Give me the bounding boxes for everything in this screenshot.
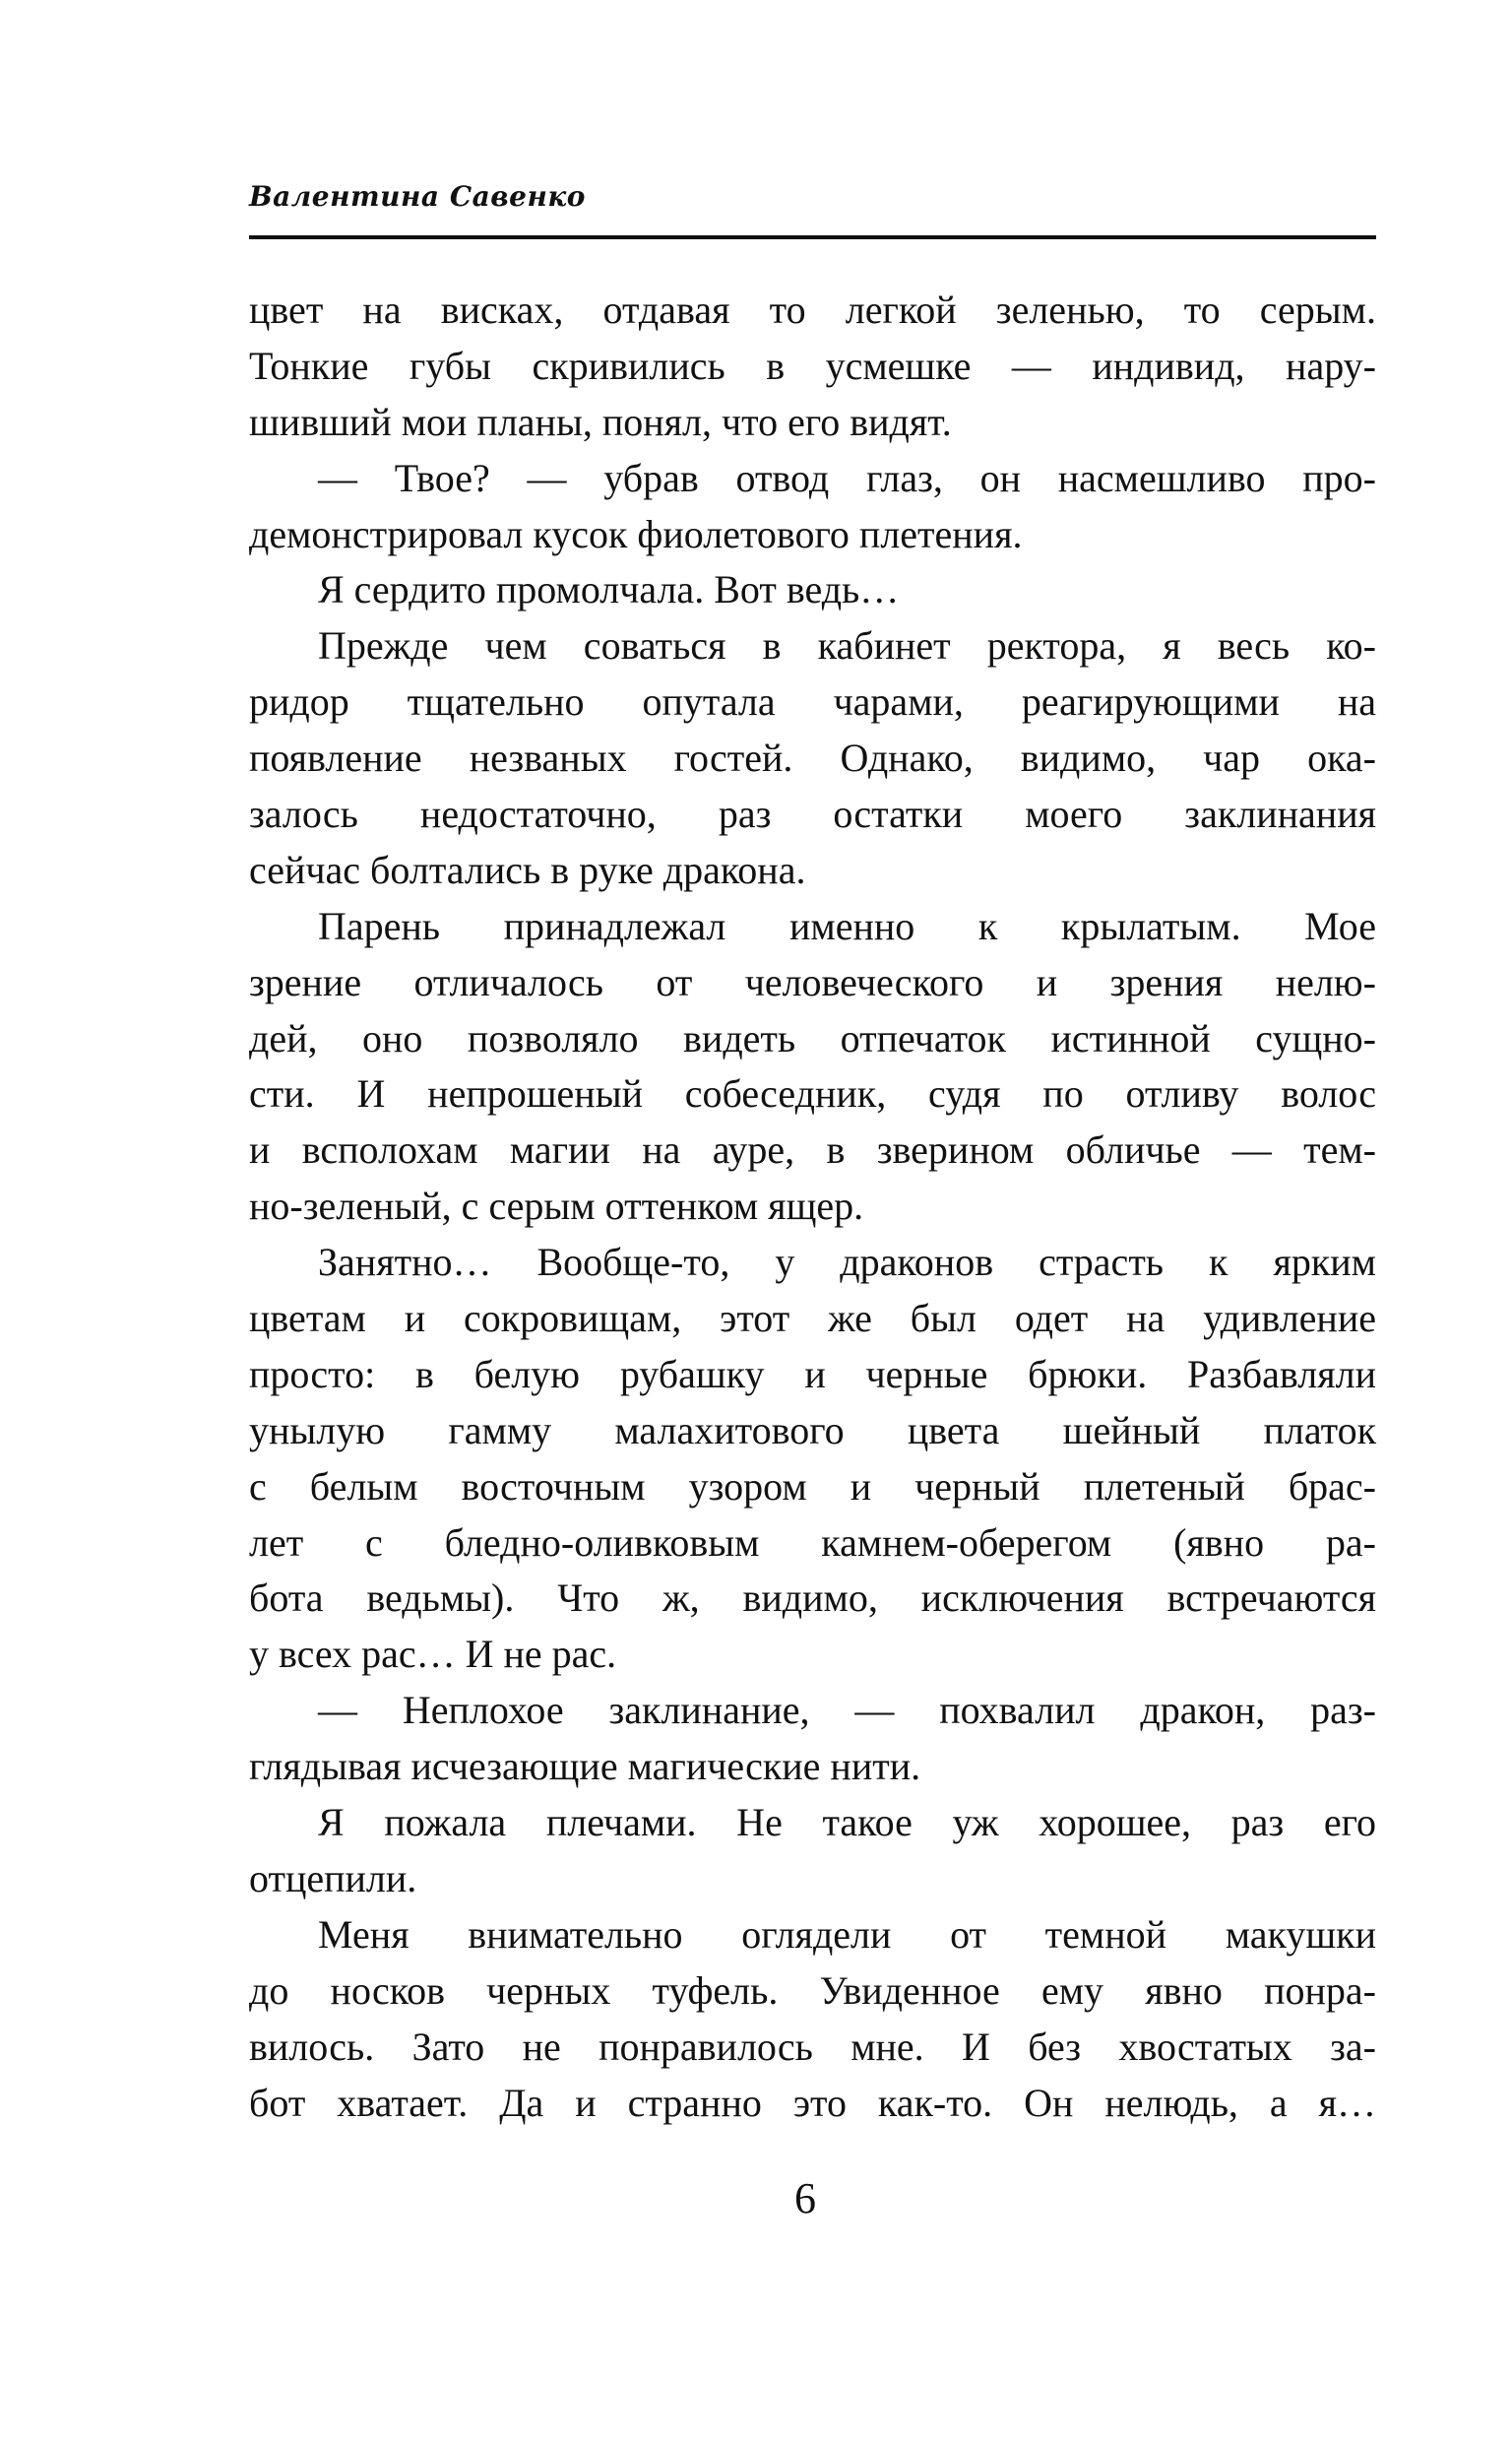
text-line: и всполохам магии на ауре, в зверином обличье — тем- xyxy=(249,1127,1376,1173)
text-line: сти. И непрошеный собеседник, судя по отливу волос xyxy=(249,1071,1376,1117)
text-line: демонстрировал кусок фиолетового плетения. xyxy=(249,511,1023,556)
text-line: просто: в белую рубашку и черные брюки. Разбавляли xyxy=(249,1351,1376,1396)
text-line: цвет на висках, отдавая то легкой зеленью, то серым. xyxy=(249,288,1376,332)
header-rule xyxy=(249,235,1376,239)
text-line: бота ведьмы). Что ж, видимо, исключения встречаются xyxy=(249,1575,1376,1621)
text-line: глядывая исчезающие магические нити. xyxy=(249,1744,921,1789)
text-line: ридор тщательно опутала чарами, реагирующими на xyxy=(249,679,1376,725)
text-line: Занятно… Вообще-то, у драконов страсть к ярким xyxy=(318,1240,1376,1285)
text-line: дей, оно позволяло видеть отпечаток истинной сущно- xyxy=(249,1015,1376,1061)
text-line: бот хватает. Да и странно это как-то. Он нелюдь, а я… xyxy=(249,2080,1376,2125)
text-line: зрение отличалось от человеческого и зрения нелю- xyxy=(249,959,1376,1004)
text-line: но-зеленый, с серым оттенком ящер. xyxy=(249,1184,864,1229)
text-line: Я сердито промолчала. Вот ведь… xyxy=(318,567,900,612)
text-line: — Неплохое заклинание, — похвалил дракон, раз- xyxy=(318,1688,1376,1733)
text-line: появление незваных гостей. Однако, видимо, чар ока- xyxy=(249,736,1376,781)
page-number: 6 xyxy=(794,2174,816,2222)
text-line: Я пожала плечами. Не такое уж хорошее, раз его xyxy=(318,1800,1376,1845)
text-line: Парень принадлежал именно к крылатым. Мое xyxy=(318,903,1376,948)
text-line: у всех рас… И не рас. xyxy=(249,1632,617,1677)
text-line: залось недостаточно, раз остатки моего заклинания xyxy=(249,792,1376,837)
text-line: Прежде чем соваться в кабинет ректора, я весь ко- xyxy=(318,623,1376,669)
text-line: Тонкие губы скривились в усмешке — индивид, нару- xyxy=(249,343,1376,388)
text-line: Меня внимательно оглядели от темной макушки xyxy=(318,1911,1376,1957)
body-text xyxy=(249,283,1376,2131)
text-line: вилось. Зато не понравилось мне. И без хвостатых за- xyxy=(249,2024,1376,2069)
text-line: — Твое? — убрав отвод глаз, он насмешливо про- xyxy=(318,455,1376,500)
text-line: лет с бледно-оливковым камнем-оберегом (явно ра- xyxy=(249,1519,1376,1565)
text-line: цветам и сокровищам, этот же был одет на удивление xyxy=(249,1296,1376,1341)
text-line: сейчас болтались в руке дракона. xyxy=(249,847,806,892)
running-head-author: Валентина Савенко xyxy=(249,180,586,213)
text-line: отцепили. xyxy=(249,1855,417,1900)
text-line: унылую гамму малахитового цвета шейный платок xyxy=(249,1407,1376,1452)
text-line: до носков черных туфель. Увиденное ему явно понра- xyxy=(249,1967,1376,2013)
text-line: с белым восточным узором и черный плетеный брас- xyxy=(249,1463,1376,1509)
text-line: шивший мои планы, понял, что его видят. xyxy=(249,399,952,444)
